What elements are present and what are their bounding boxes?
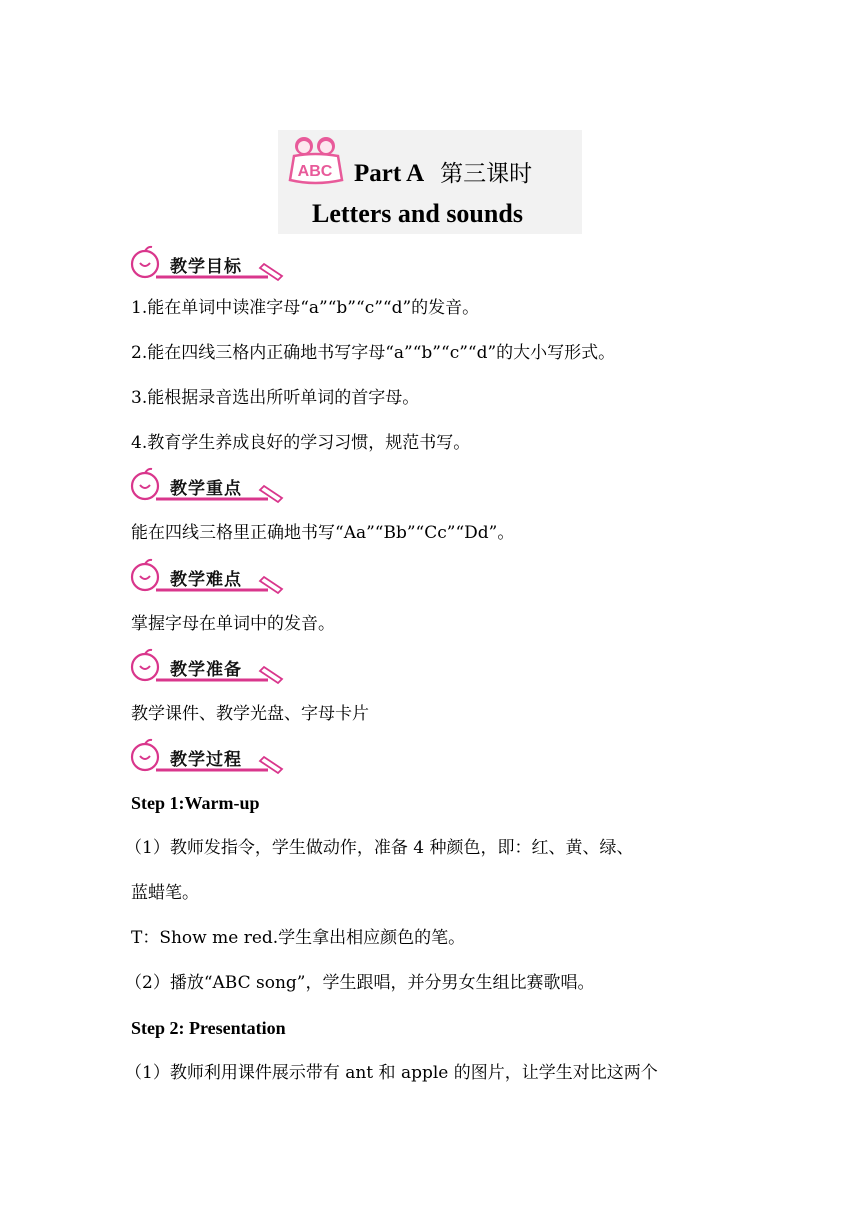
section-header-prep: 教学准备	[128, 647, 288, 687]
title-line-1: Part A 第三课时	[354, 160, 533, 187]
key-point-text: 能在四线三格里正确地书写“Aa”“Bb”“Cc”“Dd”。	[131, 523, 515, 543]
abc-kids-logo-icon	[284, 134, 348, 188]
title-line-2: Letters and sounds	[312, 199, 523, 228]
step1-line: T：Show me red.学生拿出相应颜色的笔。	[131, 928, 466, 948]
logo-text: ABC	[297, 163, 333, 180]
section-header-key: 教学重点	[128, 466, 288, 506]
section-header-process: 教学过程	[128, 737, 288, 777]
step2-line: （1）教师利用课件展示带有 ant 和 apple 的图片，让学生对比这两个	[125, 1063, 658, 1083]
goal-item: 1.能在单词中读准字母“a”“b”“c”“d”的发音。	[131, 298, 480, 318]
section-header-goals: 教学目标	[128, 244, 288, 284]
difficult-point-text: 掌握字母在单词中的发音。	[131, 614, 335, 634]
goal-item: 2.能在四线三格内正确地书写字母“a”“b”“c”“d”的大小写形式。	[131, 343, 616, 363]
step1-line: （2）播放“ABC song”，学生跟唱，并分男女生组比赛歌唱。	[125, 973, 595, 993]
goal-item: 3.能根据录音选出所听单词的首字母。	[131, 388, 420, 408]
goal-item: 4.教育学生养成良好的学习习惯，规范书写。	[131, 433, 471, 453]
step1-title: Step 1:Warm-up	[131, 793, 260, 813]
section-header-difficult: 教学难点	[128, 557, 288, 597]
step1-line: 蓝蜡笔。	[131, 883, 199, 903]
step2-title: Step 2: Presentation	[131, 1018, 286, 1038]
preparation-text: 教学课件、教学光盘、字母卡片	[131, 704, 369, 724]
step1-line: （1）教师发指令，学生做动作，准备 4 种颜色，即：红、黄、绿、	[125, 838, 634, 858]
